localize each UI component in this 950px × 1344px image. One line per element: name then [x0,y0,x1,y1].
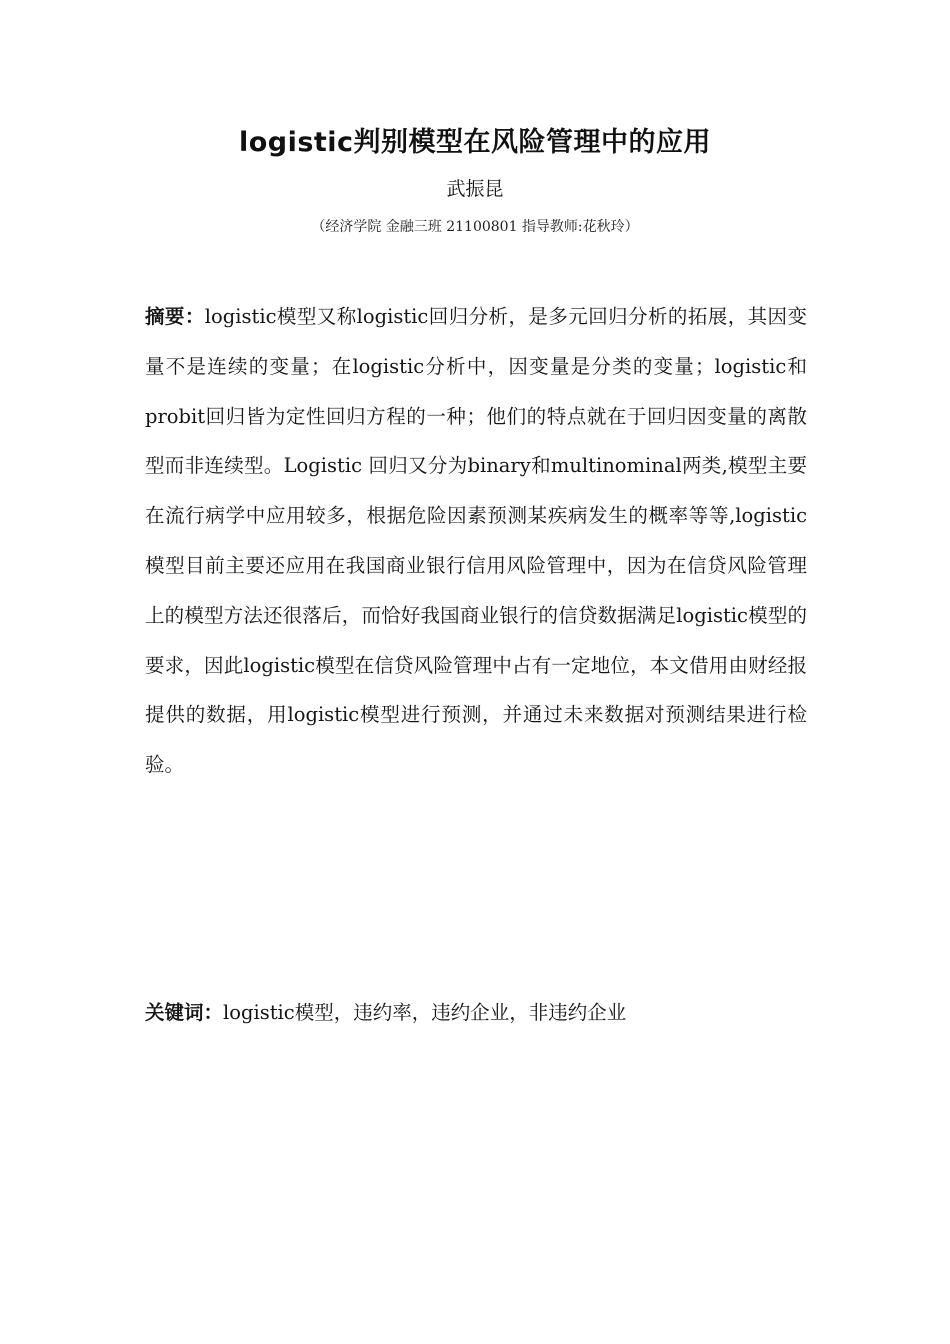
keywords-section [145,991,807,1035]
keywords-label: 关键词： [145,1001,224,1024]
abstract-label: 摘要： [145,305,205,328]
abstract-text: logistic模型又称logistic回归分析，是多元回归分析的拓展，其因变量不是连续的变量；在logistic分析中，因变量是分类的变量；logistic和probit回归皆为定性回归方程的一种；他们的特点就在于回归因变量的离散型而非连续型。Logistic 回归又分为binary和multinominal两类,模型主要在流行病学中应用较多，根据危险因素预测某疾病发生的概率等等,logistic模型目前主要还应用在我国商业银行信用风险管理中，因为在信贷风险管理上的模型方法还很落后，而恰好我国商业银行的信贷数据满足logistic模型的要求，因此logistic模型在信贷风险管理中占有一定地位，本文借用由财经报提供的数据，用logistic模型进行预测，并通过未来数据对预测结果进行检验。 [145,305,807,777]
author-name: 武振昆 [446,178,504,200]
keywords-text: logistic模型，违约率，违约企业，非违约企业 [223,1001,627,1024]
abstract-section [145,292,807,790]
document-title: logistic判别模型在风险管理中的应用 [238,127,712,158]
author-affiliation: （经济学院 金融三班 21100801 指导教师:花秋玲） [311,219,639,235]
